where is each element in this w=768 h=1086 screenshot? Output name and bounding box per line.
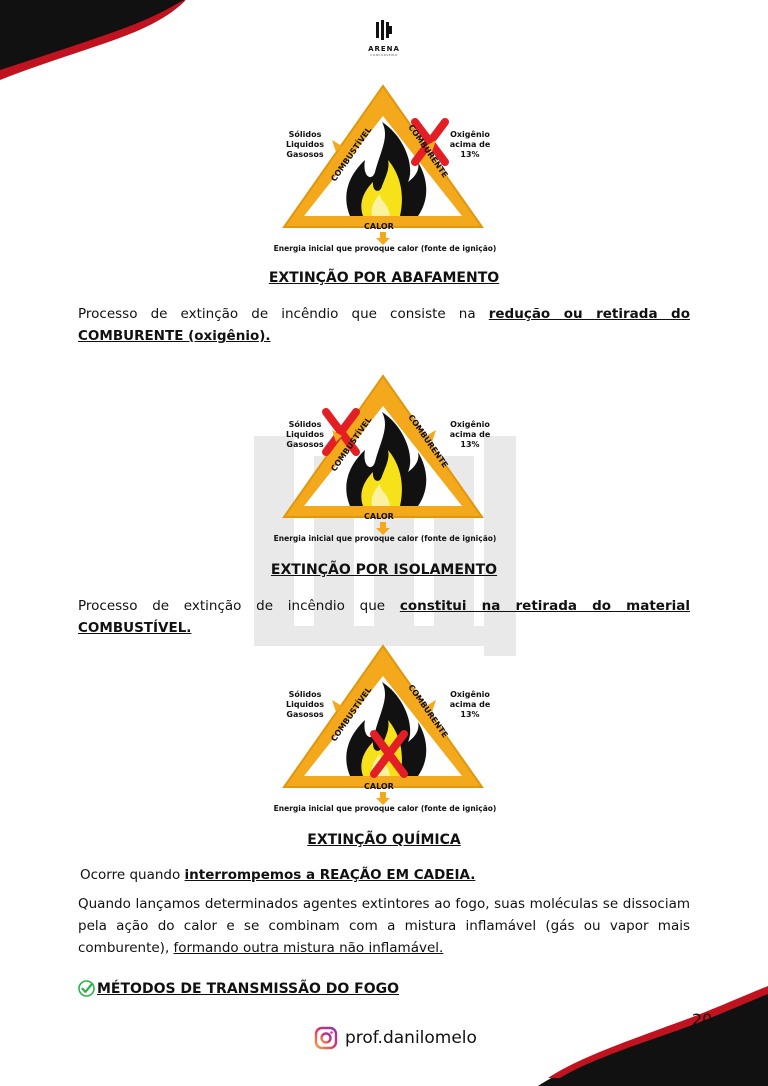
paragraph-quimica-detail: Quando lançamos determinados agentes extintores ao fogo, suas moléculas se dissociam pela ação do calor e se combinam com a mistura inflamável (gás ou vapor mais comburente), formando outra mistura não inflamável. [78, 896, 690, 956]
paragraph-abafamento: Processo de extinção de incêndio que consiste na redução ou retirada do COMBURENTE (oxigênio). [78, 306, 690, 344]
instagram-icon [314, 1026, 338, 1050]
fuel-types: Sólidos Liquidos Gasosos [286, 690, 324, 719]
arena-logo-icon [374, 20, 394, 40]
oxygen-note: Oxigênio acima de 13% [449, 130, 491, 159]
fuel-types: Sólidos Liquidos Gasosos [286, 420, 324, 449]
corner-decoration-top-left [0, 0, 190, 80]
paragraph-isolamento: Processo de extinção de incêndio que constitui na retirada do material COMBUSTÍVEL. [78, 598, 690, 636]
triangle-side-labels [240, 82, 530, 262]
fire-triangle-diagram-1 [240, 82, 530, 262]
page-number: 20 [692, 1010, 713, 1029]
check-circle-icon [78, 980, 95, 997]
energia-caption: Energia inicial que provoque calor (fonte de ignição) [273, 804, 497, 813]
calor-label: CALOR [364, 222, 394, 231]
footer-instagram [314, 1026, 477, 1050]
combustivel-label: COMBUSTÍVEL [329, 685, 374, 744]
heading-abafamento: EXTINÇÃO POR ABAFAMENTO [268, 270, 500, 286]
calor-label: CALOR [364, 782, 394, 791]
logo-subtitle: CONCURSEIRO [370, 53, 398, 57]
combustivel-label: COMBUSTÍVEL [329, 415, 374, 474]
triangle-side-labels [240, 372, 530, 552]
fire-triangle-diagram-3 [240, 642, 530, 822]
comburente-label: COMBURENTE [406, 412, 450, 470]
oxygen-note: Oxigênio acima de 13% [449, 420, 491, 449]
fuel-types: Sólidos Liquidos Gasosos [286, 130, 324, 159]
oxygen-note: Oxigênio acima de 13% [449, 690, 491, 719]
corner-decoration-bottom-right [538, 986, 768, 1086]
fire-triangle-diagram-2 [240, 372, 530, 552]
heading-quimica: EXTINÇÃO QUÍMICA [307, 832, 461, 848]
logo-text: ARENA [368, 45, 400, 53]
heading-isolamento: EXTINÇÃO POR ISOLAMENTO [270, 562, 498, 578]
calor-label: CALOR [364, 512, 394, 521]
energia-caption: Energia inicial que provoque calor (fonte de ignição) [273, 534, 497, 543]
comburente-label: COMBURENTE [406, 682, 450, 740]
triangle-side-labels [240, 642, 530, 822]
combustivel-label: COMBUSTÍVEL [329, 125, 374, 184]
methods-heading: MÉTODOS DE TRANSMISSÃO DO FOGO [78, 980, 399, 997]
energia-caption: Energia inicial que provoque calor (fonte de ignição) [273, 244, 497, 253]
brand-logo [356, 20, 412, 57]
comburente-label: COMBURENTE [406, 122, 450, 180]
instagram-handle: prof.danilomelo [345, 1028, 477, 1048]
paragraph-quimica: Ocorre quando interrompemos a REAÇÃO EM CADEIA. [80, 867, 476, 883]
